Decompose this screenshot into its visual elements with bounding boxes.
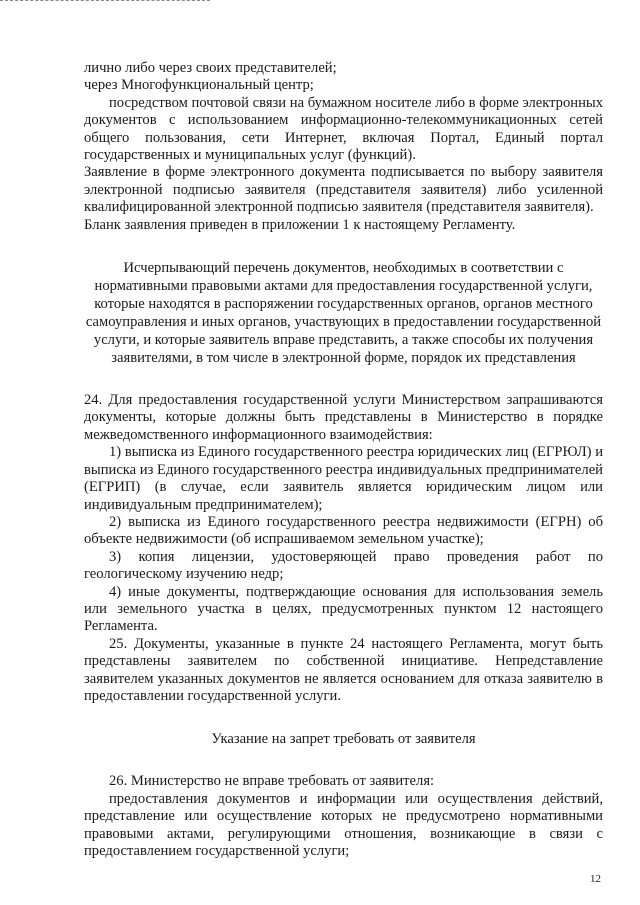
list-item: 1) выписка из Единого государственного реестра юридических лиц (ЕГРЮЛ) и выписка из Единого государственного реестра индивидуальных предпринимателей (ЕГРИП) (в случае, если заявитель является юридическим лицом или индивидуальным предпринимателем); [84, 444, 603, 513]
paragraph-24: 24. Для предоставления государственной услуги Министерством запрашиваются документы, которые должны быть представлены в Министерство в порядке межведомственного информационного взаимодействия: [84, 392, 603, 443]
paragraph: Заявление в форме электронного документа подписывается по выбору заявителя электронной подписью заявителя (представителя заявителя) либо усиленной квалифицированной электронной подписью заявителя (представителя заявителя). [84, 164, 603, 216]
list-item: 4) иные документы, подтверждающие основания для использования земель или земельного участка в целях, предусмотренных пунктом 12 настоящего Регламента. [84, 583, 603, 635]
paragraph: Бланк заявления приведен в приложении 1 к настоящему Регламенту. [84, 216, 516, 233]
section-heading: Указание на запрет требовать от заявителя [211, 731, 476, 748]
document-body [84, 60, 603, 860]
paragraph-25: 25. Документы, указанные в пункте 24 настоящего Регламента, могут быть представлены заявителем по собственной инициативе. Непредставление заявителем указанных документов не является основанием для отказа заявителю в предоставлении государственной услуги. [84, 635, 603, 704]
list-item: 3) копия лицензии, удостоверяющей право проведения работ по геологическому изучению недр; [84, 548, 603, 583]
paragraph-26: 26. Министерство не вправе требовать от заявителя: [109, 773, 435, 790]
list-item: предоставления документов и информации или осуществления действий, представление или осуществление которых не предусмотрено нормативными правовыми актами, регулирующими отношения, возникающие в связи с предоставлением государственной услуги; [84, 790, 603, 859]
section-heading: Исчерпывающий перечень документов, необходимых в соответствии с нормативными правовыми актами для предоставления государственной услуги, которые находятся в распоряжении государственных органов, органов местного самоуправления и иных органов, участвующих в предоставлении государственной услуги, и которые заявитель вправе представить, а также способы их получения заявителями, в том числе в электронной форме, порядок их представления [85, 260, 602, 367]
page-number: 12 [590, 873, 601, 885]
list-item: 2) выписка из Единого государственного реестра недвижимости (ЕГРН) об объекте недвижимости (об испрашиваемом земельном участке); [84, 513, 603, 548]
list-item: лично либо через своих представителей; [84, 60, 337, 76]
paragraph: посредством почтовой связи на бумажном носителе либо в форме электронных документов с использованием информационно-телекоммуникационных сетей общего пользования, сети Интернет, включая Портал, Единый портал государственных и муниципальных услуг (функций). [84, 94, 603, 164]
list-item: через Многофункциональный центр; [84, 77, 314, 94]
scan-top-border [0, 0, 210, 3]
